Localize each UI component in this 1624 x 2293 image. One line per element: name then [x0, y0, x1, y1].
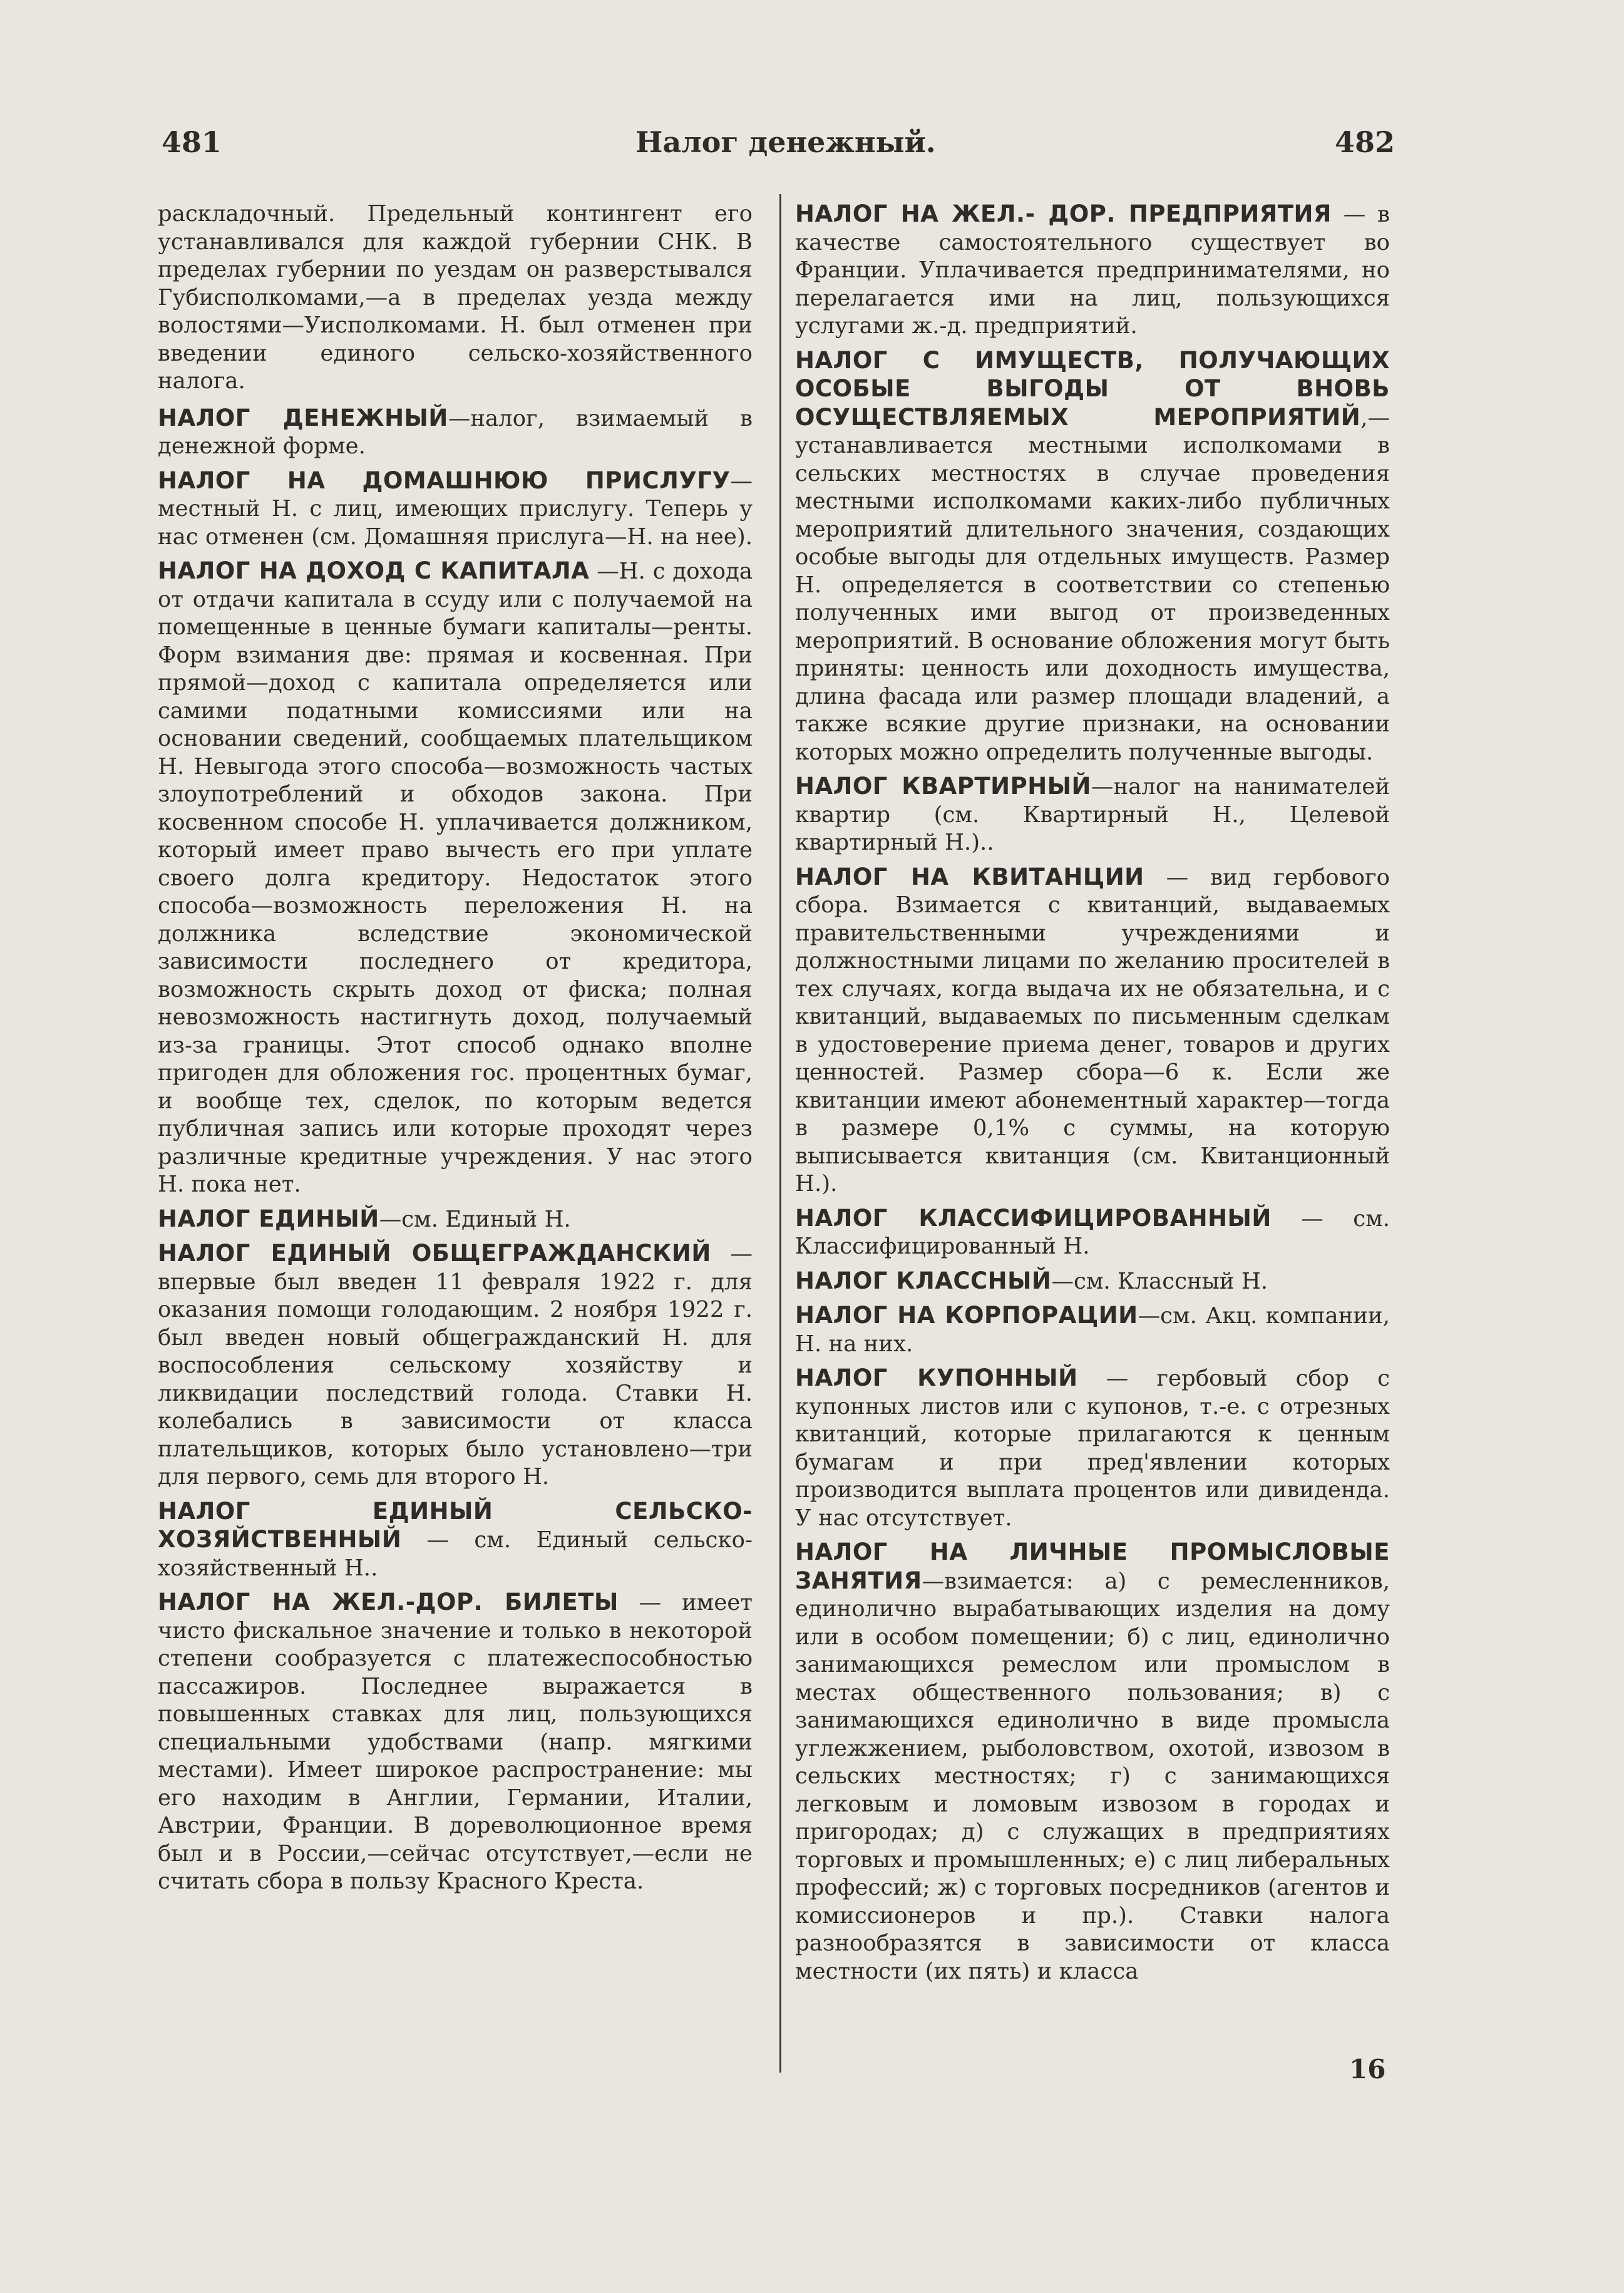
entry-text: — см. Классифицированный Н.: [795, 1205, 1390, 1259]
entry-term: НАЛОГ КУПОННЫЙ: [795, 1364, 1078, 1391]
entry-text: —налог на нанимателей квартир (см. Квартирный Н., Целевой квартирный Н.)..: [795, 774, 1390, 855]
dictionary-entry: [158, 1498, 753, 1583]
entry-term: НАЛОГ ЕДИНЫЙ СЕЛЬСКО-ХОЗЯЙСТВЕННЫЙ: [158, 1497, 753, 1553]
sheet-number: 16: [1349, 2054, 1386, 2084]
entry-term: НАЛОГ НА ДОХОД С КАПИТАЛА: [158, 557, 590, 584]
entry-text: —Н. с дохода от отдачи капитала в ссуду или с получаемой на помещенные в ценные бумаги капиталы—ренты. Форм взимания две: прямая и косвенная. При прямой—доход с капитала определяется или самими податными комиссиями или на основании сведений, сообщаемых плательщиком Н. Невыгода этого способа—возможность частых злоупотреблений и обходов закона. При косвенном способе Н. уплачивается должником, который имеет право вычесть его при уплате своего долга кредитору. Недостаток этого способа—возможность переложения Н. на должника вследствие экономической зависимости последнего от кредитора, возможность скрыть доход от фиска; полная невозможность настигнуть доход, получаемый из-за границы. Этот способ однако вполне пригоден для обложения гос. процентных бумаг, и вообще тех, сделок, по которым ведется публичная запись или которые проходят через различные кредитные учреждения. У нас этого Н. пока нет.: [158, 559, 753, 1197]
left-page-number: 481: [162, 125, 222, 159]
entry-term: НАЛОГ КВАРТИРНЫЙ: [795, 773, 1092, 800]
entry-term: НАЛОГ С ИМУЩЕСТВ, ПОЛУЧАЮЩИХ ОСОБЫЕ ВЫГОДЫ ОТ ВНОВЬ ОСУЩЕСТВЛЯЕМЫХ МЕРОПРИЯТИЙ: [795, 346, 1390, 431]
entry-term: НАЛОГ ДЕНЕЖНЫЙ: [158, 404, 448, 431]
entry-text: —взимается: а) с ремесленников, единолично вырабатывающих изделия на дому или в особом помещении; б) с лиц, единолично занимающихся ремеслом или промыслом в местах общественного пользования; в) с занимающихся единолично в виде промысла углежжением, рыболовством, охотой, извозом в сельских местностях; г) с занимающихся легковым и ломовым извозом в городах и пригородах; д) с служащих в предприятиях торговых и промышленных; е) с лиц либеральных профессий; ж) с торговых посредников (агентов и комиссионеров и пр.). Ставки налога разнообразятся в зависимости от класса местности (их пять) и класса: [795, 1568, 1390, 1984]
dictionary-entry: [795, 1538, 1390, 1986]
left-column: [158, 200, 753, 1902]
dictionary-entry: [158, 1589, 753, 1896]
entry-term: НАЛОГ НА ЖЕЛ.-ДОР. БИЛЕТЫ: [158, 1589, 619, 1615]
entry-text: — в качестве самостоятельного существует во Франции. Уплачивается предпринимателями, но перелагается ими на лиц, пользующихся услугами ж.-д. предприятий.: [795, 202, 1390, 339]
entry-term: НАЛОГ КЛАССНЫЙ: [795, 1267, 1052, 1294]
entry-continuation: [158, 200, 753, 396]
entry-text: — см. Единый сельско-хозяйственный Н..: [158, 1527, 753, 1581]
dictionary-entry: [158, 1205, 753, 1234]
column-divider: [779, 194, 781, 2073]
dictionary-entry: [795, 200, 1390, 341]
entry-term: НАЛОГ НА КВИТАНЦИИ: [795, 863, 1144, 890]
entry-text: —см. Акц. компании, Н. на них.: [795, 1303, 1390, 1357]
dictionary-entry: [158, 1240, 753, 1492]
entry-text: —налог, взимаемый в денежной форме.: [158, 405, 753, 459]
entry-term: НАЛОГ ЕДИНЫЙ: [158, 1205, 379, 1232]
entry-text: — имеет чисто фискальное значение и только в некоторой степени сообразуется с платежеспособностью пассажиров. Последнее выражается в повышенных ставках для лиц, пользующихся специальными удобствами (напр. мягкими местами). Имеет широкое распространение: мы его находим в Англии, Германии, Италии, Австрии, Франции. В дореволюционное время был и в России,—сейчас отсутствует,—если не считать сбора в пользу Красного Креста.: [158, 1590, 753, 1894]
entry-text: —местный Н. с лиц, имеющих прислугу. Теперь у нас отменен (см. Домашняя прислуга—Н. на нее).: [158, 468, 753, 550]
entry-term: НАЛОГ НА ЛИЧНЫЕ ПРОМЫСЛОВЫЕ ЗАНЯТИЯ: [795, 1538, 1390, 1594]
entry-text: — гербовый сбор с купонных листов или с купонов, т.-е. с отрезных квитанций, которые прилагаются к ценным бумагам и при пред'явлении которых производится выплата процентов или дивиденда. У нас отсутствует.: [795, 1366, 1390, 1531]
entry-term: НАЛОГ КЛАССИФИЦИРОВАННЫЙ: [795, 1204, 1272, 1232]
dictionary-entry: [795, 863, 1390, 1198]
entry-text: — впервые был введен 11 февраля 1922 г. для оказания помощи голодающим. 2 ноября 1922 г. был введен новый общегражданский Н. для воспособления сельскому хозяйству и ликвидации последствий голода. Ставки Н. колебались в зависимости от класса плательщиков, которых было установлено—три для первого, семь для второго Н.: [158, 1241, 753, 1490]
dictionary-entry: [795, 1205, 1390, 1261]
dictionary-entry: [158, 557, 753, 1199]
right-column: [795, 200, 1390, 1992]
dictionary-entry: [795, 1364, 1390, 1532]
entry-text: —см. Единый Н.: [379, 1206, 571, 1232]
dictionary-entry: [158, 467, 753, 552]
entry-term: НАЛОГ НА ЖЕЛ.- ДОР. ПРЕДПРИЯТИЯ: [795, 200, 1332, 227]
dictionary-entry: [158, 404, 753, 461]
entry-term: НАЛОГ ЕДИНЫЙ ОБЩЕГРАЖДАНСКИЙ: [158, 1240, 711, 1267]
dictionary-entry: [795, 1302, 1390, 1358]
dictionary-entry: [795, 773, 1390, 857]
entry-term: НАЛОГ НА ДОМАШНЮЮ ПРИСЛУГУ: [158, 466, 731, 494]
dictionary-entry: [795, 347, 1390, 767]
entry-text: ,—устанавливается местными исполкомами в сельских местностях в случае проведения местными исполкомами каких-либо публичных мероприятий длительного значения, создающих особые выгоды для отдельных имуществ. Размер Н. определяется в соответствии со степенью полученных ими выгод от произведенных мероприятий. В основание обложения могут быть приняты: ценность или доходность имущества, длина фасада или размер площади владений, а также всякие другие признаки, на основании которых можно определить полученные выгоды.: [795, 404, 1390, 765]
entry-text: — вид гербового сбора. Взимается с квитанций, выдаваемых правительственными учреждениями и должностными лицами по желанию просителей в тех случаях, когда выдача их не обязательна, и с квитанций, выдаваемых по письменным сделкам в удостоверение приема денег, товаров и других ценностей. Размер сбора—6 к. Если же квитанции имеют абонементный характер—тогда в размере 0,1% с суммы, на которую выписывается квитанция (см. Квитанционный Н.).: [795, 864, 1390, 1197]
entry-text: раскладочный. Предельный контингент его устанавливался для каждой губернии СНК. В пределах губернии по уездам он разверстывался Губисполкомами,—а в пределах уезда между волостями—Уисполкомами. Н. был отменен при введении единого сельско-хозяйственного налога.: [158, 201, 753, 394]
entry-text: —см. Классный Н.: [1051, 1268, 1268, 1294]
running-title: Налог денежный.: [635, 125, 936, 159]
right-page-number: 482: [1335, 125, 1395, 159]
dictionary-entry: [795, 1267, 1390, 1296]
entry-term: НАЛОГ НА КОРПОРАЦИИ: [795, 1302, 1138, 1329]
